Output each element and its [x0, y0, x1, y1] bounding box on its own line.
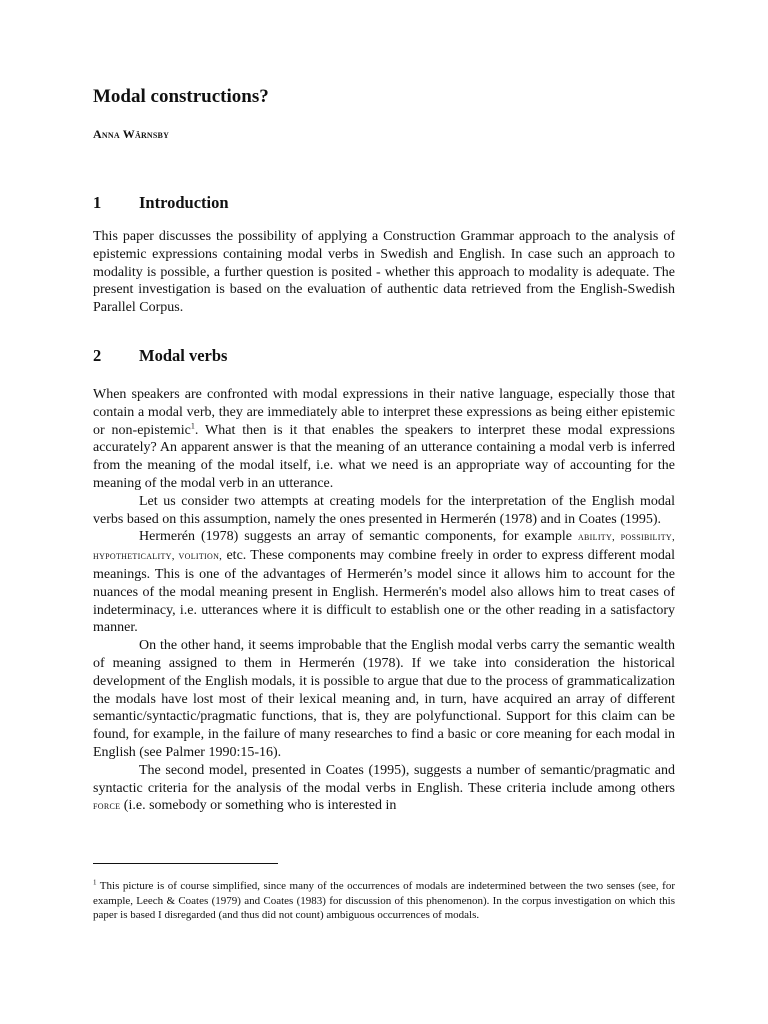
paragraph-5: The second model, presented in Coates (1995), suggests a number of semantic/pragmatic and syntactic criteria for the analysis of the modal verbs in English. These criteria include among others force (i.e. somebody or something who is interested in [93, 762, 675, 814]
author-name: Anna Wärnsby [93, 127, 170, 141]
section-title: Modal verbs [139, 346, 228, 365]
footnote [93, 879, 675, 923]
paragraph-3: Hermerén (1978) suggests an array of semantic components, for example ability, possibility, hypotheticality, volition, etc. These components may combine freely in order to express different modal meanings. This is one of the advantages of Hermerén’s model since it allows him to account for the nuances of the modal meaning present in English. Hermerén's model also allows him to treat cases of indeterminacy, i.e. utterances where it is difficult to establish one or the other reading in a satisfactory manner. [93, 529, 676, 636]
section-heading-modal-verbs [93, 346, 227, 366]
footnote-ref[interactable]: 1 [190, 420, 195, 430]
section-heading-introduction [93, 193, 229, 213]
footnote-text: This picture is of course simplified, since many of the occurrences of modals are indetermined between the two senses (see, for example, Leech & Coates (1979) and Coates (1983) for discussion of this phenomenon). In the corpus investigation on which this paper is based I disregarded (and thus did not count) ambiguous occurrences of modals. [93, 880, 675, 921]
semantic-components-list: ability, possibility, hypotheticality, volition, [93, 531, 676, 563]
section-number: 2 [93, 346, 102, 365]
section-number: 1 [93, 193, 102, 212]
force-term: force [93, 800, 121, 813]
paragraph-4: On the other hand, it seems improbable that the English modal verbs carry the semantic wealth of meaning assigned to them in Hermerén (1978). If we take into consideration the historical development of the English modals, it is possible to argue that due to the process of grammaticalization the modals have lost most of their lexical meaning and, in turn, have acquired an array of different semantic/syntactic/pragmatic functions, that is, they are polyfunctional. Support for this claim can be found, for example, in the failure of many researches to find a basic or core meaning for each modal in English (see Palmer 1990:15-16). [93, 638, 675, 760]
paragraph-1: When speakers are confronted with modal expressions in their native language, especially those that contain a modal verb, they are immediately able to interpret these expressions as being either epistemic or non-epistemic$^1$. What then is it that enables the speakers to interpret these modal expressions accurately? An apparent answer is that the meaning of an utterance containing a modal verb is inferred from the meaning of the modal itself, i.e. what we need is an appropriate way of accounting for the meaning of the modal verb in an utterance. [93, 387, 675, 491]
paper-title: Modal constructions? [93, 86, 269, 107]
paragraph-2: Let us consider two attempts at creating models for the interpretation of the English modal verbs based on this assumption, namely the ones presented in Hermerén (1978) and in Coates (1995). [93, 493, 675, 527]
footnote-mark: 1 [93, 878, 97, 887]
intro-paragraph: This paper discusses the possibility of applying a Construction Grammar approach to the analysis of epistemic expressions containing modal verbs in Swedish and English. In case such an approach to modality is possible, a further question is posited - whether this approach to modality is adequate. The present investigation is based on the evaluation of authentic data retrieved from the English-Swedish Parallel Corpus. [93, 229, 675, 316]
introduction-section [93, 228, 675, 317]
modal-verbs-section [93, 386, 675, 816]
footnote-divider [93, 863, 278, 864]
section-title: Introduction [139, 193, 229, 212]
